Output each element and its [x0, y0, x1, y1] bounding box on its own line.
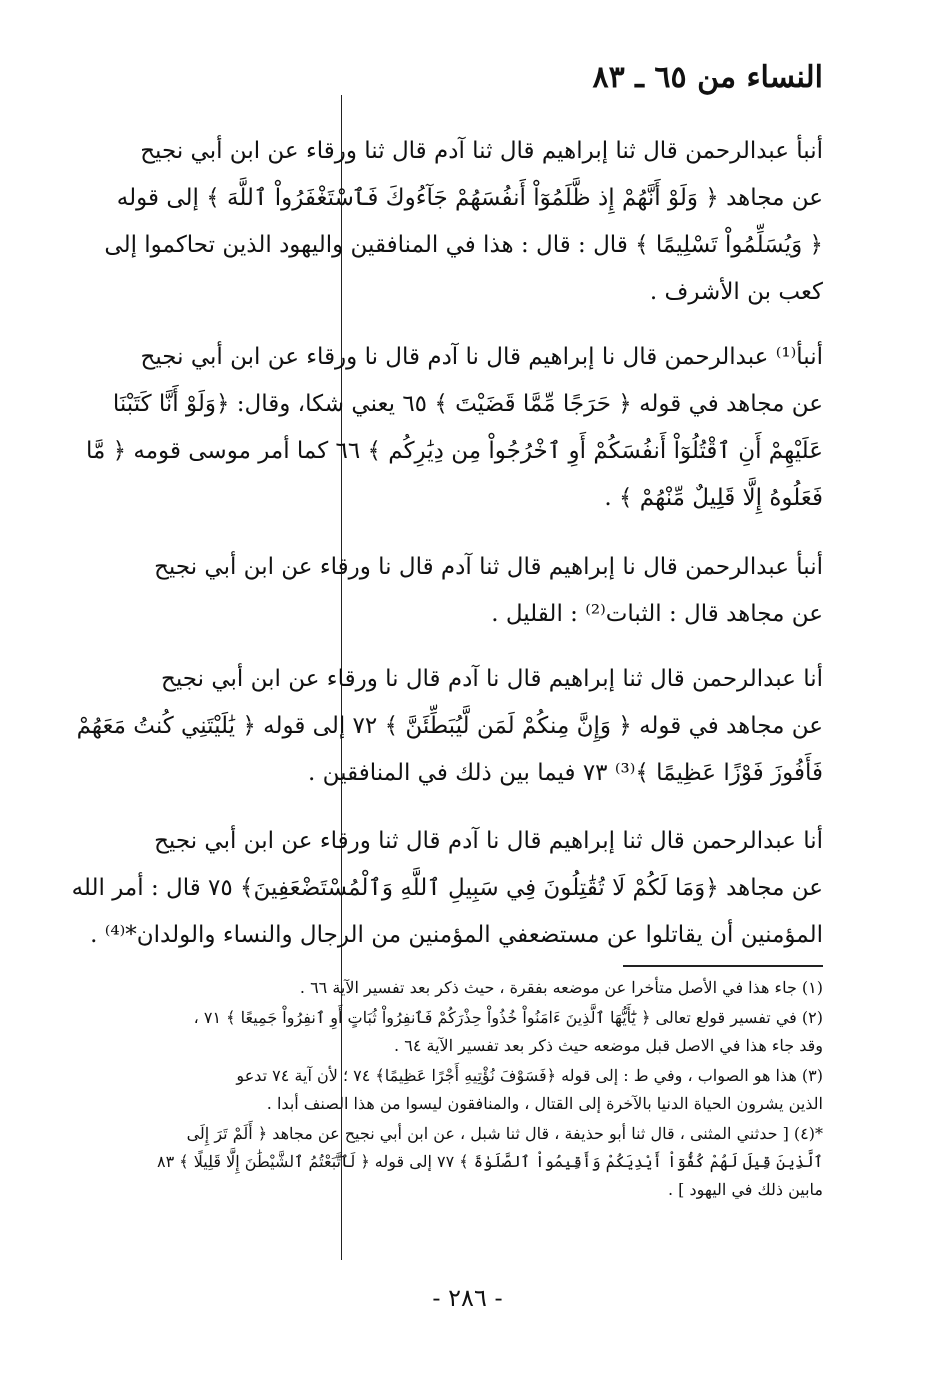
text-line: عن مجاهد ﴿وَمَا لَكُمْ لَا تُقَٰتِلُونَ فِي سَبِيلِ ٱللَّهِ وَٱلْمُسْتَضْعَفِينَ﴾ ٧٥ قال : أمر الله	[71, 875, 823, 901]
footnote-line: ٱلَّذِينَ قِيلَ لَهُمْ كُفُّوٓاْ أَيْدِيَكُمْ وَأَقِيمُواْ ٱلصَّلَوٰةَ ﴾ ٧٧ إلى قوله ﴿ لَٱتَّبَعْتُمُ ٱلشَّيْطَٰنَ إِلَّا قَلِيلًا ﴾ ٨٣	[156, 1152, 823, 1171]
paragraph-1	[104, 128, 823, 316]
footnote-line: وقد جاء هذا في الاصل قبل موضعه حيث ذكر بعد تفسير الآية ٦٤ .	[394, 1036, 823, 1055]
text-line: عن مجاهد قال : الثبات⁽²⁾ : القليل .	[491, 601, 823, 627]
footnote-4	[111, 1120, 823, 1204]
text-line: كعب بن الأشرف .	[649, 279, 823, 305]
text-line: أنبأ عبدالرحمن قال نا إبراهيم قال ثنا آدم قال نا ورقاء عن ابن أبي نجيح	[154, 554, 823, 580]
text-line: عن مجاهد في قوله ﴿ حَرَجًا مِّمَّا قَضَيْتَ ﴾ ٦٥ يعني شكا، وقال: ﴿وَلَوْ أَنَّا كَتَبْنَا	[112, 391, 823, 417]
text-line: أنا عبدالرحمن قال ثنا إبراهيم قال نا آدم قال نا ورقاء عن ابن أبي نجيح	[161, 666, 823, 692]
page-number: - ٢٨٦ -	[432, 1284, 503, 1312]
text-line: فَعَلُوهُ إِلَّا قَلِيلٌ مِّنْهُمْ ﴾ .	[604, 485, 823, 511]
paragraph-4	[76, 656, 823, 797]
paragraph-2	[85, 334, 823, 522]
text-line: فَأَفُوزَ فَوْزًا عَظِيمًا ﴾⁽³⁾ ٧٣ فيما بين ذلك في المنافقين .	[308, 760, 823, 786]
footnote-line: (٣) هذا هو الصواب ، وفي ط : إلى قوله ﴿فَسَوْفَ نُؤْتِيهِ أَجْرًا عَظِيمًا﴾ ٧٤ ؛ لأن آية ٧٤ تدعو	[236, 1066, 823, 1085]
text-line: أنا عبدالرحمن قال ثنا إبراهيم قال نا آدم قال ثنا ورقاء عن ابن أبي نجيح	[154, 828, 823, 854]
paragraph-5	[71, 818, 823, 959]
footnote-line: *(٤) [ حدثني المثنى ، قال ثنا أبو حذيفة ، قال ثنا شبل ، عن ابن أبي نجيح عن مجاهد ﴿ أَلَمْ تَرَ إِلَى	[186, 1124, 823, 1143]
text-line: عن مجاهد ﴿ وَلَوْ أَنَّهُمْ إِذ ظَّلَمُوٓاْ أَنفُسَهُمْ جَآءُوكَ فَٱسْتَغْفَرُواْ ٱللَّهَ ﴾ إلى قوله	[116, 185, 823, 211]
text-line: أنبأ⁽¹⁾ عبدالرحمن قال نا إبراهيم قال نا آدم قال نا ورقاء عن ابن أبي نجيح	[140, 344, 823, 370]
footnote-line: (١) جاء هذا في الأصل متأخرا عن موضعه بفقرة ، حيث ذكر بعد تفسير الآية ٦٦ .	[299, 978, 823, 997]
footnote-1	[111, 974, 823, 1002]
footnote-2	[111, 1004, 823, 1060]
footnotes	[111, 974, 823, 1206]
footnote-line: مابين ذلك في اليهود ] .	[667, 1180, 823, 1199]
text-line: المؤمنين أن يقاتلوا عن مستضعفي المؤمنين من الرجال والنساء والولدان*⁽⁴⁾ .	[90, 922, 823, 948]
footnote-3	[111, 1062, 823, 1118]
footnote-line: (٢) في تفسير قولع تعالى ﴿ يَٰٓأَيُّهَا ٱلَّذِينَ ءَامَنُواْ خُذُواْ حِذْرَكُمْ فَٱنفِرُواْ ثُبَاتٍ أَوِ ٱنفِرُواْ جَمِيعًا ﴾ ٧١ ،	[193, 1008, 823, 1027]
paragraph-3	[123, 544, 823, 638]
text-line: ﴿ وَيُسَلِّمُواْ تَسْلِيمًا ﴾ قال : قال : هذا في المنافقين واليهود الذين تحاكموا إلى	[104, 232, 823, 258]
page-header-title: النساء من ٦٥ ـ ٨٣	[592, 60, 823, 95]
text-line: عن مجاهد في قوله ﴿ وَإِنَّ مِنكُمْ لَمَن لَّيُبَطِّئَنَّ ﴾ ٧٢ إلى قوله ﴿ يَٰلَيْتَنِي كُنتُ مَعَهُمْ	[76, 713, 823, 739]
footnote-separator	[623, 965, 823, 967]
text-line: عَلَيْهِمْ أَنِ ٱقْتُلُوٓاْ أَنفُسَكُمْ أَوِ ٱخْرُجُواْ مِن دِيَٰرِكُم ﴾ ٦٦ كما أمر موسى قومه ﴿ مَّا	[85, 438, 823, 464]
footnote-line: الذين يشرون الحياة الدنيا بالآخرة إلى القتال ، والمنافقون ليسوا من هذا الصنف أبدا .	[266, 1094, 823, 1113]
text-line: أنبأ عبدالرحمن قال ثنا إبراهيم قال ثنا آدم قال ثنا ورقاء عن ابن أبي نجيح	[140, 138, 823, 164]
